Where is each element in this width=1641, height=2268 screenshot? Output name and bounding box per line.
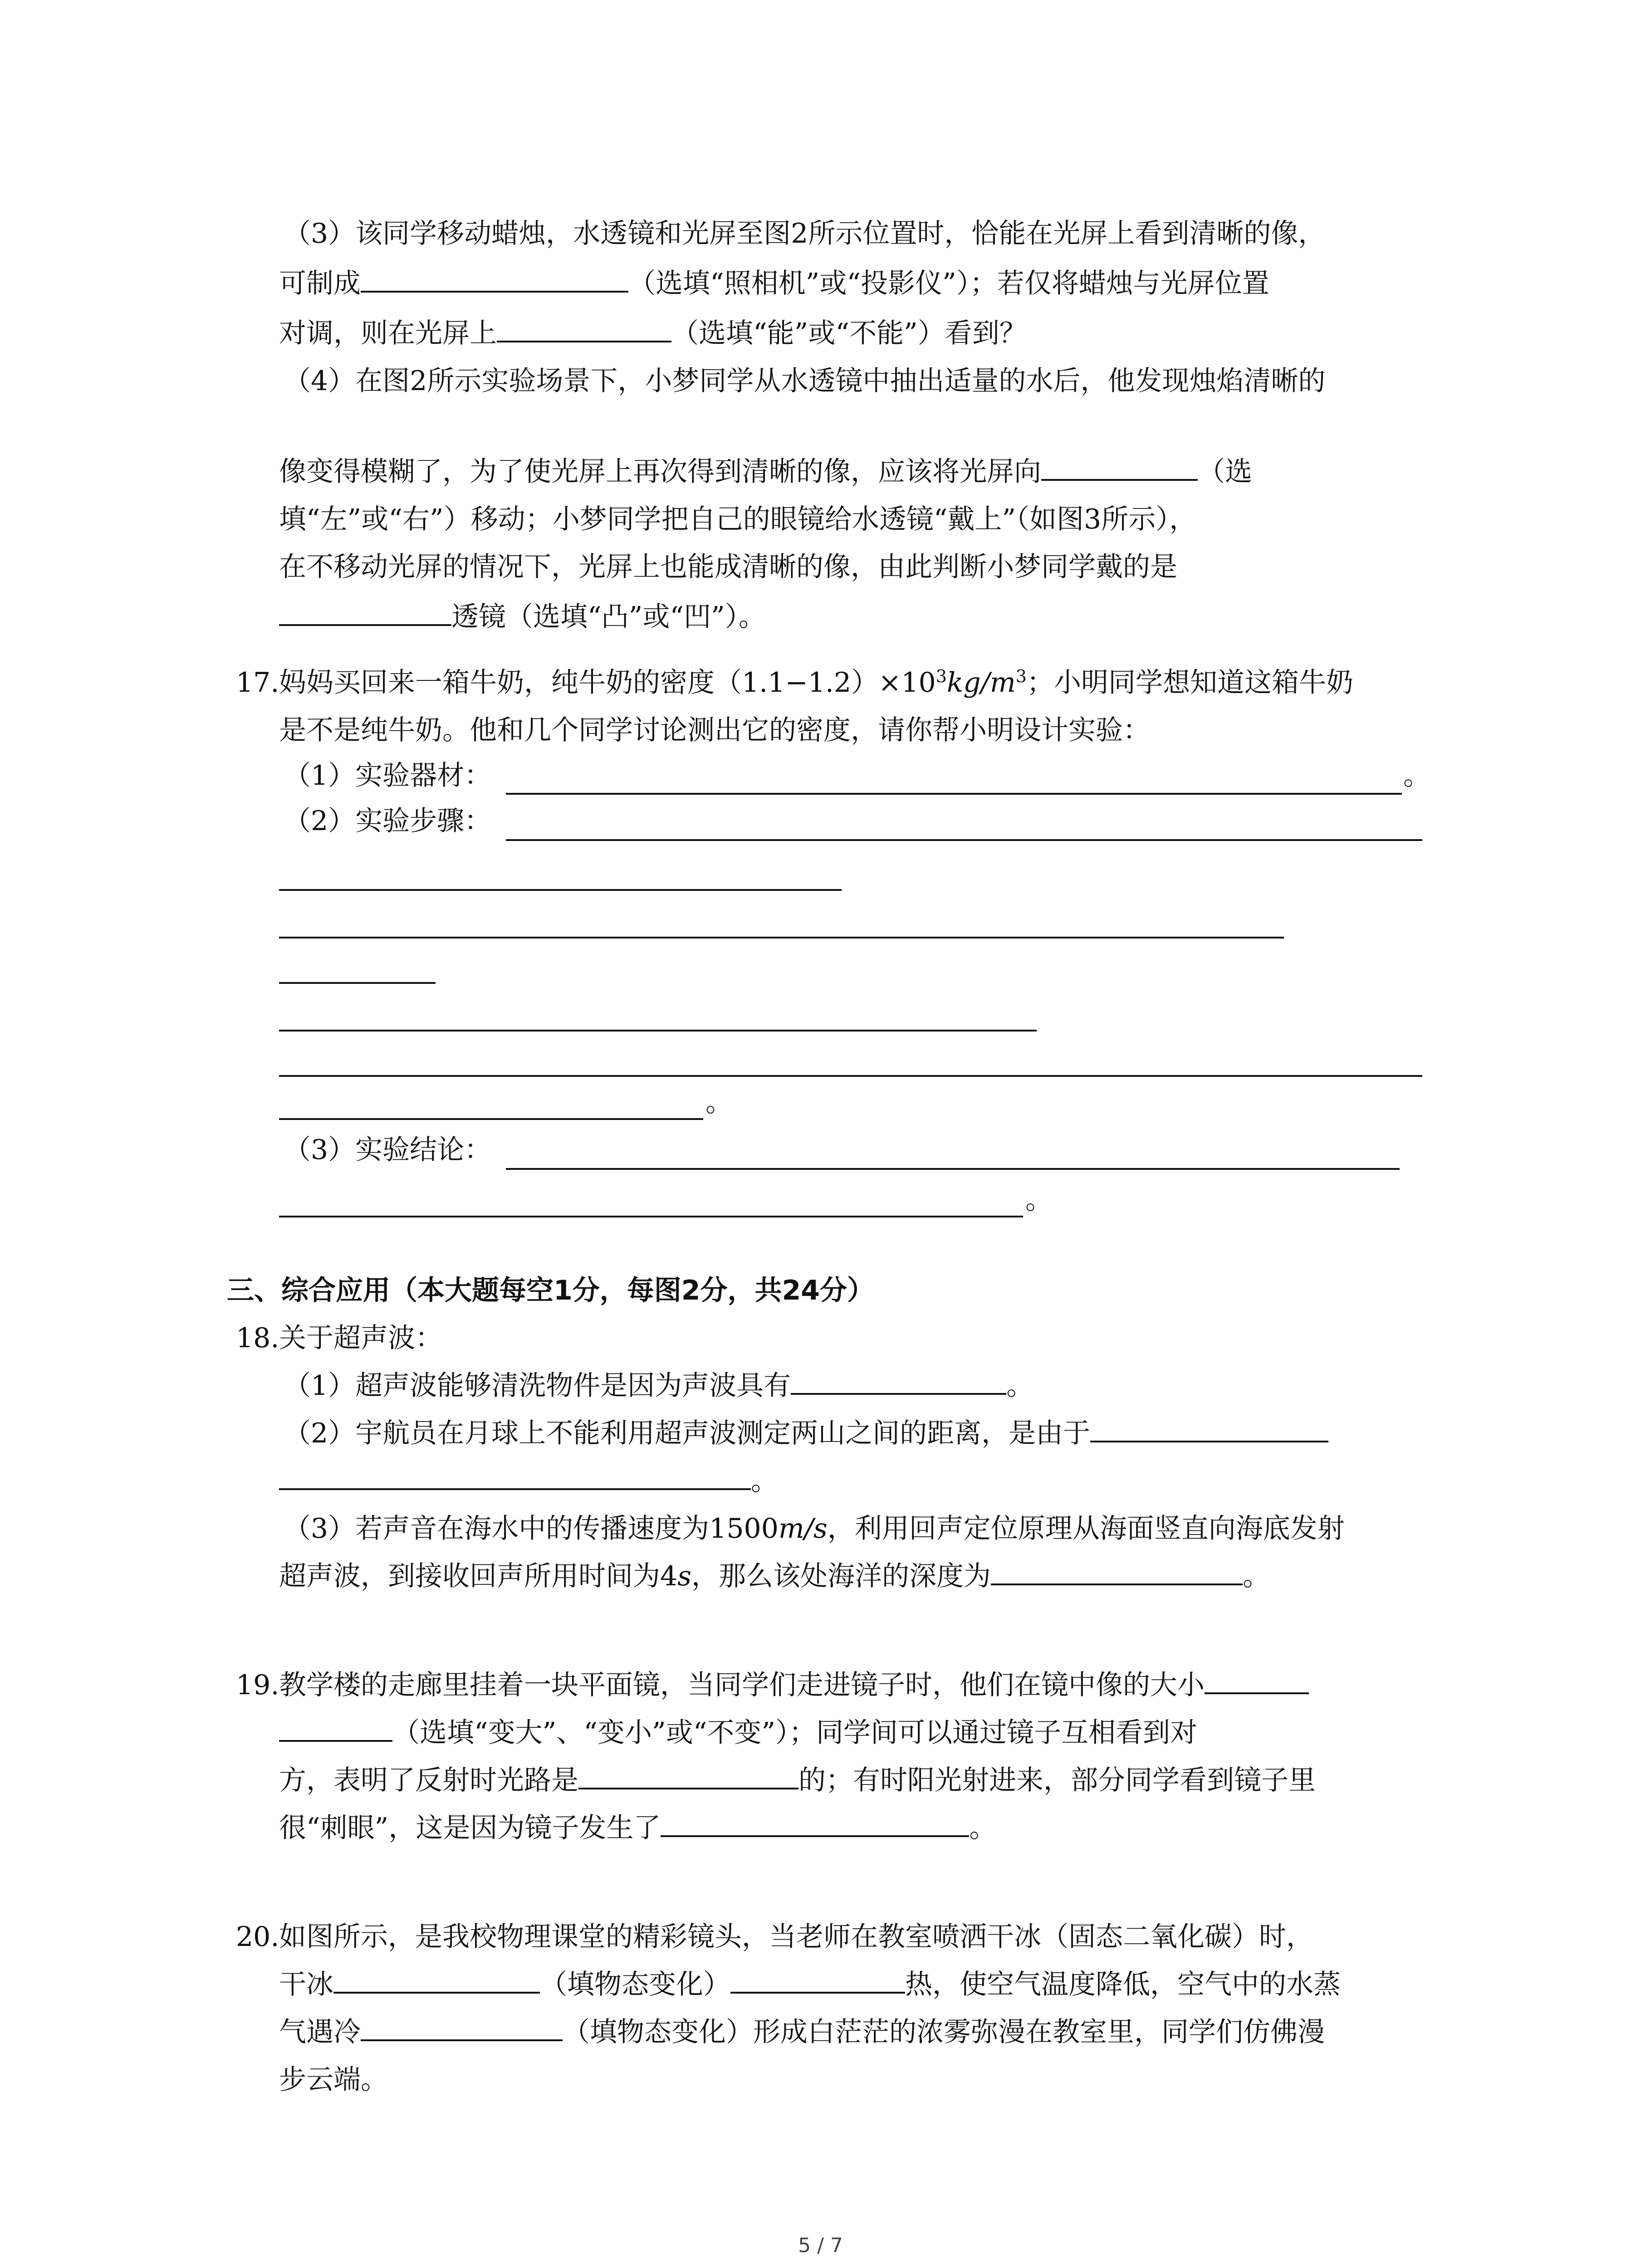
page-number: 5 / 7: [798, 2234, 843, 2257]
period: 。: [705, 1086, 733, 1118]
q18-item2-cont: [279, 1463, 778, 1499]
answer-line[interactable]: [279, 1216, 1023, 1217]
answer-blank[interactable]: [730, 1966, 905, 1994]
answer-blank[interactable]: [661, 1810, 969, 1837]
text: ，利用回声定位原理从海面竖直向海底发射: [827, 1513, 1345, 1545]
text: 方，表明了反射时光路是: [279, 1765, 578, 1796]
q19-line2: [279, 1715, 1197, 1751]
q17-line2: 是不是纯牛奶。他和几个同学讨论测出它的密度，请你帮小明设计实验：: [279, 714, 1150, 746]
q20-line1: 如图所示，是我校物理课堂的精彩镜头，当老师在教室喷洒干冰（固态二氧化碳）时，: [279, 1921, 1313, 1953]
q20-line3: [279, 2014, 1325, 2050]
period: 。: [1242, 1560, 1270, 1592]
answer-blank[interactable]: [1205, 1667, 1309, 1694]
answer-line[interactable]: [279, 937, 1284, 938]
answer-blank[interactable]: [578, 1762, 798, 1789]
q17-item3-label: （3）实验结论：: [284, 1134, 492, 1166]
text: （选填“照相机”或“投影仪”）；若仅将蜡烛与光屏位置: [628, 268, 1269, 299]
q16-part4-line5: [279, 599, 766, 635]
q16-part4-line3: 填“左”或“右”）移动；小梦同学把自己的眼镜给水透镜“戴上”（如图3所示），: [279, 503, 1197, 535]
period: 。: [751, 1465, 778, 1497]
q17-item1-label: （1）实验器材：: [284, 760, 492, 792]
answer-blank[interactable]: [279, 1463, 751, 1490]
text: 的；有时阳光射进来，部分同学看到镜子里: [798, 1765, 1316, 1796]
text: 气遇冷: [279, 2016, 361, 2048]
answer-line[interactable]: [506, 1168, 1400, 1170]
q18-item2: [284, 1415, 1328, 1452]
text: 像变得模糊了，为了使光屏上再次得到清晰的像，应该将光屏向: [279, 456, 1041, 488]
answer-blank[interactable]: [361, 265, 628, 293]
q17-item2-label: （2）实验步骤：: [284, 805, 492, 837]
text: 干冰: [279, 1969, 333, 2000]
text: 超声波，到接收回声所用时间为4: [279, 1560, 678, 1592]
text: 透镜（选填“凸”或“凹”）。: [451, 601, 766, 633]
answer-line[interactable]: [506, 793, 1402, 795]
text: （选填“变大”、“变小”或“不变”）；同学间可以通过镜子互相看到对: [392, 1717, 1198, 1749]
unit: m/s: [778, 1513, 828, 1545]
q20-number: 20.: [236, 1921, 279, 1953]
answer-line[interactable]: [279, 1030, 1037, 1031]
period: 。: [1006, 1370, 1034, 1402]
q16-part3-line3: [279, 315, 1027, 352]
unit: kg/m: [946, 667, 1016, 699]
q17-line1: [279, 665, 1353, 701]
text: 对调，则在光屏上: [279, 318, 497, 349]
answer-blank[interactable]: [1041, 454, 1198, 481]
q19-line4: [279, 1810, 996, 1846]
text: 热，使空气温度降低，空气中的水蒸: [905, 1969, 1341, 2000]
answer-blank[interactable]: [1090, 1415, 1328, 1442]
answer-line[interactable]: [279, 1118, 703, 1120]
q18-item1: [284, 1368, 1034, 1404]
text: （1）超声波能够清洗物件是因为声波具有: [284, 1370, 791, 1402]
answer-blank[interactable]: [791, 1368, 1006, 1395]
text: 妈妈买回来一箱牛奶，纯牛奶的密度（1.1−1.2）×10: [279, 667, 936, 699]
period: 。: [1025, 1184, 1053, 1216]
period: 。: [1403, 760, 1430, 792]
answer-blank[interactable]: [333, 1966, 540, 1994]
q19-line1: [279, 1667, 1309, 1703]
text: （3）若声音在海水中的传播速度为1500: [284, 1513, 779, 1545]
answer-blank[interactable]: [279, 1715, 392, 1742]
q17-number: 17.: [236, 667, 279, 699]
answer-line[interactable]: [506, 839, 1422, 841]
q20-line4: 步云端。: [279, 2064, 388, 2096]
text: 很“刺眼”，这是因为镜子发生了: [279, 1812, 661, 1844]
exponent: 3: [936, 666, 947, 686]
exponent: 3: [1015, 666, 1027, 686]
answer-blank[interactable]: [497, 315, 671, 342]
text: （选: [1198, 456, 1252, 488]
q20-line2: [279, 1966, 1341, 2003]
answer-blank[interactable]: [991, 1558, 1243, 1585]
answer-blank[interactable]: [279, 599, 451, 626]
q16-part4-line2: [279, 454, 1252, 490]
answer-line[interactable]: [279, 982, 436, 984]
q18-item3-line2: [279, 1558, 1270, 1594]
q19-number: 19.: [236, 1669, 279, 1701]
unit: s: [677, 1560, 691, 1592]
q16-part4-line4: 在不移动光屏的情况下，光屏上也能成清晰的像，由此判断小梦同学戴的是: [279, 551, 1177, 583]
q18-number: 18.: [236, 1322, 279, 1354]
q18-title: 关于超声波：: [279, 1322, 442, 1354]
period: 。: [969, 1812, 997, 1844]
q16-part4-line1: （4）在图2所示实验场景下，小梦同学从水透镜中抽出适量的水后，他发现烛焰清晰的: [284, 365, 1326, 397]
q18-item3-line1: [284, 1510, 1345, 1547]
q16-part3-line1: （3）该同学移动蜡烛，水透镜和光屏至图2所示位置时，恰能在光屏上看到清晰的像，: [284, 218, 1326, 249]
text: （2）宇航员在月球上不能利用超声波测定两山之间的距离，是由于: [284, 1418, 1091, 1449]
text: 教学楼的走廊里挂着一块平面镜，当同学们走进镜子时，他们在镜中像的大小: [279, 1669, 1205, 1701]
q16-part3-line2: [279, 265, 1269, 302]
answer-blank[interactable]: [361, 2014, 563, 2041]
answer-line[interactable]: [279, 889, 842, 891]
section-title: 三、综合应用（本大题每空1分，每图2分，共24分）: [227, 1275, 874, 1306]
text: （选填“能”或“不能”）看到？: [671, 318, 1027, 349]
answer-line[interactable]: [279, 1075, 1422, 1077]
q19-line3: [279, 1762, 1316, 1799]
text: ；小明同学想知道这箱牛奶: [1026, 667, 1353, 699]
text: 可制成: [279, 268, 361, 299]
text: （填物态变化）形成白茫茫的浓雾弥漫在教室里，同学们仿佛漫: [563, 2016, 1325, 2048]
text: （填物态变化）: [540, 1969, 730, 2000]
text: ，那么该处海洋的深度为: [691, 1560, 991, 1592]
